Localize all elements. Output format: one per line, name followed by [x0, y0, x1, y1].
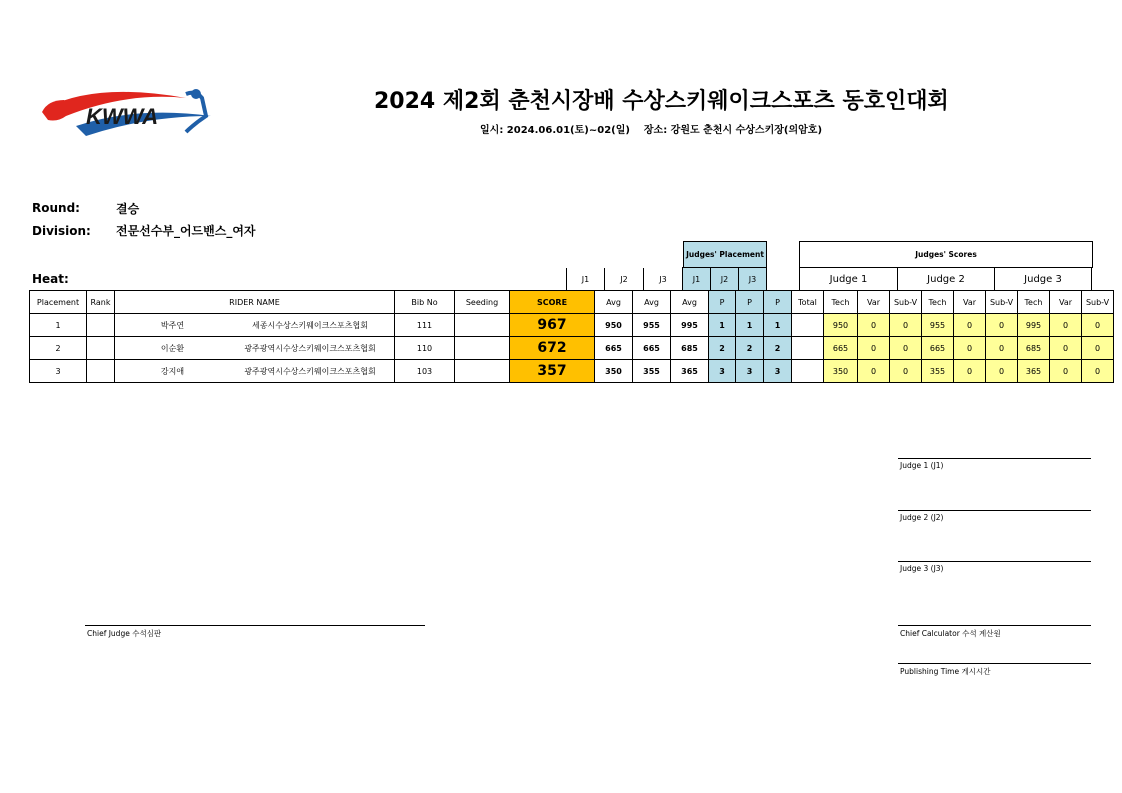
col-avg-j3: Avg	[671, 291, 709, 314]
total-cell	[792, 314, 824, 337]
avg-cell: 995	[671, 314, 709, 337]
rank-cell	[87, 314, 115, 337]
p-cell: 1	[709, 314, 736, 337]
col-rank: Rank	[87, 291, 115, 314]
tech-cell: 350	[824, 360, 858, 383]
col-bib: Bib No	[395, 291, 455, 314]
score-cell: 967	[510, 314, 595, 337]
placement-j2-header: J2	[711, 268, 739, 291]
division-value: 전문선수부_어드밴스_여자	[116, 224, 256, 238]
col-var-j1: Var	[858, 291, 890, 314]
rank-cell	[87, 337, 115, 360]
var-cell: 0	[954, 314, 986, 337]
avg-j1-header: J1	[567, 268, 605, 291]
col-var-j3: Var	[1050, 291, 1082, 314]
tech-cell: 955	[922, 314, 954, 337]
p-cell: 3	[709, 360, 736, 383]
subv-cell: 0	[1082, 337, 1114, 360]
seeding-cell	[455, 360, 510, 383]
avg-cell: 665	[633, 337, 671, 360]
col-total: Total	[792, 291, 824, 314]
seeding-cell	[455, 337, 510, 360]
subv-cell: 0	[1082, 314, 1114, 337]
bib-cell: 111	[395, 314, 455, 337]
placement-cell: 2	[30, 337, 87, 360]
table-row	[30, 360, 1114, 383]
tech-cell: 665	[824, 337, 858, 360]
avg-cell: 955	[633, 314, 671, 337]
col-subv-j3: Sub-V	[1082, 291, 1114, 314]
tech-cell: 995	[1018, 314, 1050, 337]
var-cell: 0	[1050, 314, 1082, 337]
judge1-header: Judge 1	[800, 268, 898, 291]
publishing-time-label: Publishing Time 게시시간	[900, 667, 991, 676]
round-value: 결승	[116, 202, 140, 216]
col-score: SCORE	[510, 291, 595, 314]
avg-j3-header: J3	[644, 268, 683, 291]
rider-name: 강지애	[160, 366, 185, 376]
avg-cell: 365	[671, 360, 709, 383]
rider-club: 광주광역시수상스키웨이크스포츠협회	[244, 343, 376, 353]
placement-j3-header: J3	[739, 268, 767, 291]
tech-cell: 665	[922, 337, 954, 360]
chief-calculator-signature-line	[898, 625, 1091, 626]
subv-cell: 0	[1082, 360, 1114, 383]
col-subv-j2: Sub-V	[986, 291, 1018, 314]
subv-cell: 0	[890, 360, 922, 383]
var-cell: 0	[858, 314, 890, 337]
col-p-j2: P	[736, 291, 764, 314]
var-cell: 0	[1050, 337, 1082, 360]
col-p-j3: P	[764, 291, 792, 314]
total-cell	[792, 337, 824, 360]
subv-cell: 0	[890, 337, 922, 360]
avg-cell: 350	[595, 360, 633, 383]
avg-cell: 950	[595, 314, 633, 337]
kwwa-logo	[36, 86, 218, 140]
tech-cell: 685	[1018, 337, 1050, 360]
p-cell: 2	[709, 337, 736, 360]
col-avg-j1: Avg	[595, 291, 633, 314]
chief-calculator-signature-label: Chief Calculator 수석 계산원	[900, 629, 1001, 638]
avg-cell: 685	[671, 337, 709, 360]
bib-cell: 110	[395, 337, 455, 360]
p-cell: 1	[736, 314, 764, 337]
var-cell: 0	[954, 337, 986, 360]
judge3-header: Judge 3	[995, 268, 1092, 291]
score-cell: 357	[510, 360, 595, 383]
p-cell: 2	[764, 337, 792, 360]
rider-club: 광주광역시수상스키웨이크스포츠협회	[244, 366, 376, 376]
rider-name: 박주연	[160, 320, 185, 330]
col-rider-name: RIDER NAME	[115, 291, 395, 314]
rider-cell	[115, 337, 395, 360]
placement-j1-header: J1	[683, 268, 711, 291]
total-cell	[792, 360, 824, 383]
var-cell: 0	[954, 360, 986, 383]
var-cell: 0	[858, 360, 890, 383]
judge2-header: Judge 2	[898, 268, 995, 291]
table-row	[30, 314, 1114, 337]
tech-cell: 950	[824, 314, 858, 337]
judge2-signature-line	[898, 510, 1091, 511]
placement-cell: 1	[30, 314, 87, 337]
judge1-signature-label: Judge 1 (J1)	[900, 461, 944, 470]
subv-cell: 0	[890, 314, 922, 337]
judge1-signature-line	[898, 458, 1091, 459]
col-tech-j2: Tech	[922, 291, 954, 314]
rider-club: 세종시수상스키웨이크스포츠협회	[252, 320, 368, 330]
col-subv-j1: Sub-V	[890, 291, 922, 314]
p-cell: 1	[764, 314, 792, 337]
rider-cell	[115, 360, 395, 383]
results-table	[29, 290, 1114, 383]
svg-text:KWWA: KWWA	[86, 104, 159, 129]
event-info: 일시: 2024.06.01(토)~02(일) 장소: 강원도 춘천시 수상스키장(의암호)	[480, 125, 823, 136]
placement-cell: 3	[30, 360, 87, 383]
var-cell: 0	[1050, 360, 1082, 383]
p-cell: 3	[764, 360, 792, 383]
p-cell: 3	[736, 360, 764, 383]
score-cell: 672	[510, 337, 595, 360]
tech-cell: 355	[922, 360, 954, 383]
avg-cell: 665	[595, 337, 633, 360]
var-cell: 0	[858, 337, 890, 360]
chief-judge-signature-label: Chief Judge 수석심판	[87, 629, 162, 638]
col-var-j2: Var	[954, 291, 986, 314]
column-header-row	[30, 291, 1114, 314]
page-title: 2024 제2회 춘천시장배 수상스키웨이크스포츠 동호인대회	[374, 89, 949, 114]
round-label: Round:	[32, 201, 80, 215]
col-placement: Placement	[30, 291, 87, 314]
rank-cell	[87, 360, 115, 383]
col-tech-j3: Tech	[1018, 291, 1050, 314]
p-cell: 2	[736, 337, 764, 360]
subv-cell: 0	[986, 314, 1018, 337]
rider-name: 이순환	[160, 343, 185, 353]
judge3-signature-label: Judge 3 (J3)	[900, 564, 944, 573]
bib-cell: 103	[395, 360, 455, 383]
col-p-j1: P	[709, 291, 736, 314]
col-avg-j2: Avg	[633, 291, 671, 314]
avg-j2-header: J2	[605, 268, 644, 291]
tech-cell: 365	[1018, 360, 1050, 383]
avg-cell: 355	[633, 360, 671, 383]
table-row	[30, 337, 1114, 360]
subv-cell: 0	[986, 337, 1018, 360]
publishing-time-line	[898, 663, 1091, 664]
rider-cell	[115, 314, 395, 337]
division-label: Division:	[32, 224, 91, 238]
heat-label: Heat:	[32, 272, 69, 286]
col-tech-j1: Tech	[824, 291, 858, 314]
judges-placement-header: Judges' Placement	[683, 241, 767, 268]
chief-judge-signature-line	[85, 625, 425, 626]
judge2-signature-label: Judge 2 (J2)	[900, 513, 944, 522]
judge3-signature-line	[898, 561, 1091, 562]
subheader-row	[566, 267, 1092, 291]
col-seeding: Seeding	[455, 291, 510, 314]
judges-scores-header: Judges' Scores	[799, 241, 1093, 268]
subv-cell: 0	[986, 360, 1018, 383]
seeding-cell	[455, 314, 510, 337]
